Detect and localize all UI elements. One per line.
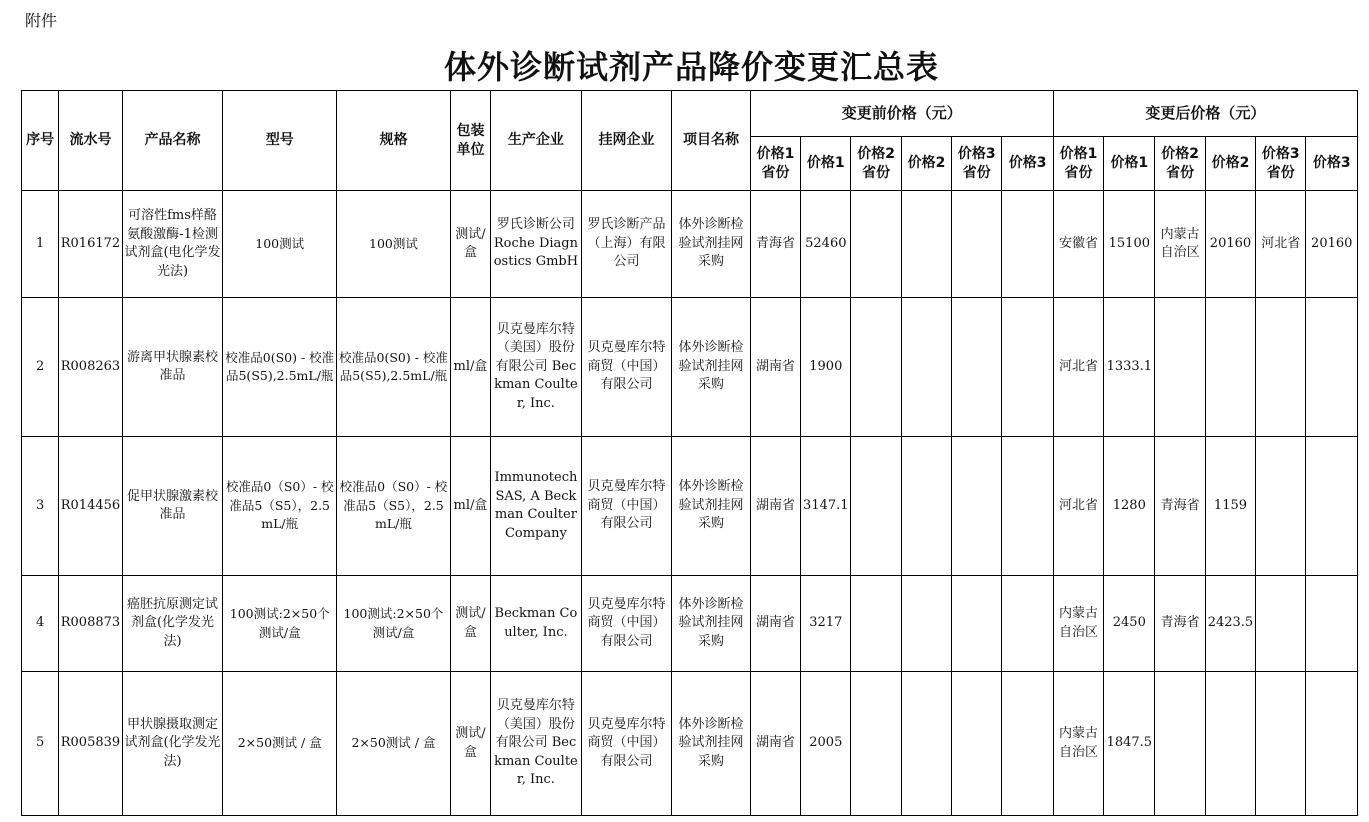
col-header-model: 型号	[223, 91, 337, 191]
cell-before-p3	[1002, 437, 1053, 576]
cell-after-p1-prov: 河北省	[1053, 437, 1103, 576]
table-row	[22, 576, 1358, 672]
cell-before-p1: 1900	[801, 298, 851, 437]
after-p2-header: 价格2	[1205, 137, 1255, 191]
col-header-listing-company: 挂网企业	[581, 91, 672, 191]
cell-after-p1: 1333.1	[1104, 298, 1155, 437]
cell-after-p3	[1306, 298, 1358, 437]
cell-spec: 校准品0（S0）- 校准品5（S5），2.5mL/瓶	[337, 437, 451, 576]
cell-after-p3: 20160	[1306, 191, 1358, 298]
cell-project: 体外诊断检验试剂挂网采购	[672, 672, 751, 816]
col-header-manufacturer: 生产企业	[491, 91, 582, 191]
cell-after-p2-prov: 内蒙古自治区	[1155, 191, 1205, 298]
cell-product: 游离甲状腺素校准品	[122, 298, 223, 437]
cell-after-p1: 2450	[1104, 576, 1155, 672]
cell-before-p3	[1002, 191, 1053, 298]
cell-after-p3	[1306, 576, 1358, 672]
cell-model: 校准品0（S0）- 校准品5（S5），2.5mL/瓶	[223, 437, 337, 576]
col-header-product: 产品名称	[122, 91, 223, 191]
page-title: 体外诊断试剂产品降价变更汇总表	[443, 48, 939, 86]
cell-after-p2	[1205, 672, 1255, 816]
cell-manufacturer: 罗氏诊断公司 Roche Diagnostics GmbH	[491, 191, 582, 298]
col-header-seq: 序号	[22, 91, 59, 191]
price-change-table	[21, 90, 1358, 816]
cell-pack-unit: 测试/盒	[450, 576, 490, 672]
cell-model: 校准品0(S0) - 校准品5(S5),2.5mL/瓶	[223, 298, 337, 437]
cell-before-p3-prov	[952, 437, 1002, 576]
cell-pack-unit: ml/盒	[450, 298, 490, 437]
after-p2-prov-header: 价格2省份	[1155, 137, 1205, 191]
cell-before-p3-prov	[952, 191, 1002, 298]
cell-after-p1-prov: 内蒙古自治区	[1053, 672, 1103, 816]
cell-product: 癌胚抗原测定试剂盒(化学发光法)	[122, 576, 223, 672]
cell-serial: R008263	[59, 298, 122, 437]
cell-pack-unit: 测试/盒	[450, 191, 490, 298]
cell-listing-company: 贝克曼库尔特商贸（中国）有限公司	[581, 437, 672, 576]
cell-after-p1-prov: 内蒙古自治区	[1053, 576, 1103, 672]
cell-before-p1: 52460	[801, 191, 851, 298]
table-row	[22, 672, 1358, 816]
cell-before-p2	[901, 672, 951, 816]
cell-model: 100测试	[223, 191, 337, 298]
cell-before-p3	[1002, 576, 1053, 672]
table-row	[22, 437, 1358, 576]
cell-before-p1-prov: 湖南省	[750, 672, 800, 816]
cell-listing-company: 贝克曼库尔特商贸（中国）有限公司	[581, 298, 672, 437]
cell-seq: 4	[22, 576, 59, 672]
group-header-after: 变更后价格（元）	[1053, 91, 1357, 137]
cell-before-p2	[901, 298, 951, 437]
cell-before-p2	[901, 437, 951, 576]
cell-before-p2-prov	[851, 672, 901, 816]
cell-before-p3	[1002, 298, 1053, 437]
cell-after-p3-prov	[1256, 298, 1306, 437]
cell-before-p2	[901, 576, 951, 672]
cell-before-p1-prov: 青海省	[750, 191, 800, 298]
cell-before-p3-prov	[952, 298, 1002, 437]
cell-after-p3-prov	[1256, 672, 1306, 816]
cell-project: 体外诊断检验试剂挂网采购	[672, 437, 751, 576]
cell-listing-company: 罗氏诊断产品（上海）有限公司	[581, 191, 672, 298]
cell-before-p1: 3217	[801, 576, 851, 672]
before-p1-prov-header: 价格1省份	[750, 137, 800, 191]
cell-after-p1: 1280	[1104, 437, 1155, 576]
cell-before-p1-prov: 湖南省	[750, 298, 800, 437]
cell-before-p1-prov: 湖南省	[750, 576, 800, 672]
table-row	[22, 298, 1358, 437]
cell-product: 可溶性fms样酪氨酸激酶-1检测试剂盒(电化学发光法)	[122, 191, 223, 298]
col-header-serial: 流水号	[59, 91, 122, 191]
before-p2-prov-header: 价格2省份	[851, 137, 901, 191]
cell-after-p3-prov	[1256, 576, 1306, 672]
cell-seq: 3	[22, 437, 59, 576]
before-p1-header: 价格1	[801, 137, 851, 191]
cell-manufacturer: 贝克曼库尔特（美国）股份有限公司 Beckman Coulter, Inc.	[491, 672, 582, 816]
cell-after-p2-prov: 青海省	[1155, 437, 1205, 576]
cell-project: 体外诊断检验试剂挂网采购	[672, 298, 751, 437]
cell-serial: R005839	[59, 672, 122, 816]
cell-after-p2: 20160	[1205, 191, 1255, 298]
cell-before-p2-prov	[851, 437, 901, 576]
after-p1-header: 价格1	[1104, 137, 1155, 191]
cell-manufacturer: 贝克曼库尔特（美国）股份有限公司 Beckman Coulter, Inc.	[491, 298, 582, 437]
before-p3-prov-header: 价格3省份	[952, 137, 1002, 191]
cell-seq: 2	[22, 298, 59, 437]
cell-spec: 100测试	[337, 191, 451, 298]
cell-product: 促甲状腺激素校准品	[122, 437, 223, 576]
cell-project: 体外诊断检验试剂挂网采购	[672, 576, 751, 672]
after-p1-prov-header: 价格1省份	[1053, 137, 1103, 191]
cell-seq: 1	[22, 191, 59, 298]
cell-after-p2-prov	[1155, 672, 1205, 816]
cell-after-p1: 15100	[1104, 191, 1155, 298]
cell-before-p3-prov	[952, 576, 1002, 672]
cell-serial: R014456	[59, 437, 122, 576]
cell-spec: 校准品0(S0) - 校准品5(S5),2.5mL/瓶	[337, 298, 451, 437]
cell-before-p2-prov	[851, 576, 901, 672]
cell-before-p3	[1002, 672, 1053, 816]
col-header-pack-unit: 包装单位	[450, 91, 490, 191]
table-row	[22, 191, 1358, 298]
cell-manufacturer: Immunotech SAS, A Beckman Coulter Company	[491, 437, 582, 576]
cell-after-p3-prov	[1256, 437, 1306, 576]
cell-product: 甲状腺摄取测定试剂盒(化学发光法)	[122, 672, 223, 816]
cell-listing-company: 贝克曼库尔特商贸（中国）有限公司	[581, 576, 672, 672]
cell-before-p1: 3147.1	[801, 437, 851, 576]
cell-after-p2	[1205, 298, 1255, 437]
cell-manufacturer: Beckman Coulter, Inc.	[491, 576, 582, 672]
cell-pack-unit: 测试/盒	[450, 672, 490, 816]
group-header-before: 变更前价格（元）	[750, 91, 1053, 137]
cell-after-p1: 1847.5	[1104, 672, 1155, 816]
cell-before-p2	[901, 191, 951, 298]
cell-after-p3	[1306, 437, 1358, 576]
cell-after-p1-prov: 河北省	[1053, 298, 1103, 437]
cell-before-p1-prov: 湖南省	[750, 437, 800, 576]
cell-before-p2-prov	[851, 298, 901, 437]
cell-project: 体外诊断检验试剂挂网采购	[672, 191, 751, 298]
attachment-label: 附件	[25, 11, 58, 30]
cell-after-p2: 2423.5	[1205, 576, 1255, 672]
cell-spec: 2×50测试 / 盒	[337, 672, 451, 816]
cell-pack-unit: ml/盒	[450, 437, 490, 576]
before-p3-header: 价格3	[1002, 137, 1053, 191]
cell-before-p3-prov	[952, 672, 1002, 816]
cell-before-p1: 2005	[801, 672, 851, 816]
header-row-group	[22, 91, 1358, 137]
before-p2-header: 价格2	[901, 137, 951, 191]
cell-serial: R008873	[59, 576, 122, 672]
cell-seq: 5	[22, 672, 59, 816]
cell-serial: R016172	[59, 191, 122, 298]
cell-after-p2-prov: 青海省	[1155, 576, 1205, 672]
after-p3-header: 价格3	[1306, 137, 1358, 191]
cell-model: 2×50测试 / 盒	[223, 672, 337, 816]
after-p3-prov-header: 价格3省份	[1256, 137, 1306, 191]
cell-model: 100测试:2×50个测试/盒	[223, 576, 337, 672]
cell-after-p2-prov	[1155, 298, 1205, 437]
cell-listing-company: 贝克曼库尔特商贸（中国）有限公司	[581, 672, 672, 816]
cell-after-p2: 1159	[1205, 437, 1255, 576]
cell-after-p1-prov: 安徽省	[1053, 191, 1103, 298]
cell-before-p2-prov	[851, 191, 901, 298]
cell-after-p3	[1306, 672, 1358, 816]
col-header-project: 项目名称	[672, 91, 751, 191]
cell-spec: 100测试:2×50个测试/盒	[337, 576, 451, 672]
cell-after-p3-prov: 河北省	[1256, 191, 1306, 298]
col-header-spec: 规格	[337, 91, 451, 191]
